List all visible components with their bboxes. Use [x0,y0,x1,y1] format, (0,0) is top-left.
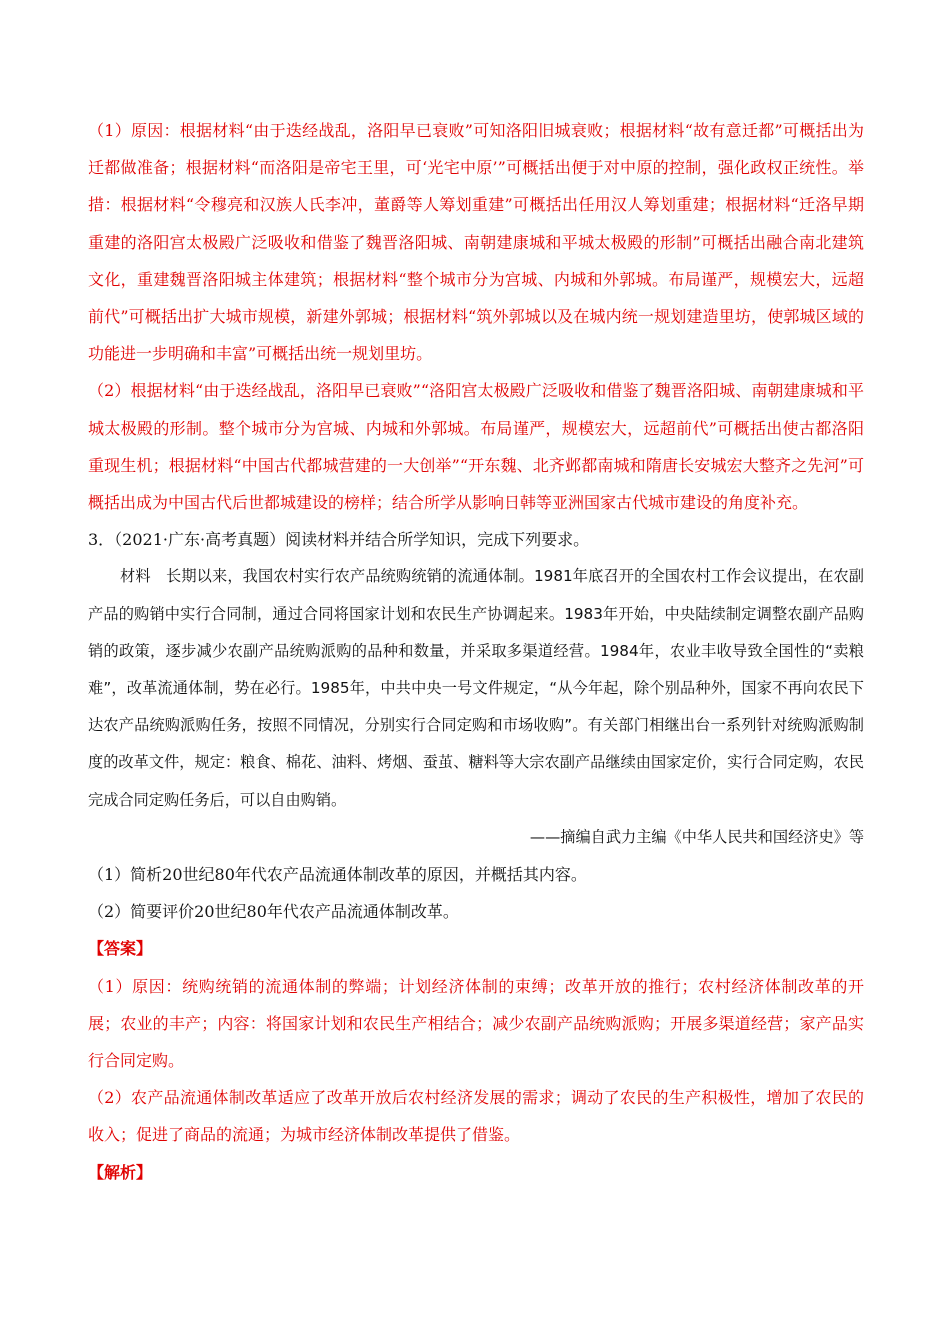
question-3-answer-2: （2）农产品流通体制改革适应了改革开放后农村经济发展的需求；调动了农民的生产积极性，增加了农民的收入；促进了商品的流通；为城市经济体制改革提供了借鉴。 [88,1088,864,1145]
question-3-requirement-1: （1）简析20世纪80年代农产品流通体制改革的原因，并概括其内容。 [88,865,587,885]
document-page [88,112,864,1191]
answer-paragraph-1: （1）原因：根据材料“由于迭经战乱，洛阳早已衰败”可知洛阳旧城衰败；根据材料“故有意迁都”可概括出为迁都做准备；根据材料“而洛阳是帝宅王里，可‘光宅中原’”可概括出便于对中原的控制，强化政权正统性。举措：根据材料“令穆亮和汉族人氏李冲，董爵等人筹划重建”可概括出任用汉人筹划重建；根据材料“迁洛早期重建的洛阳宫太极殿广泛吸收和借鉴了魏晋洛阳城、南朝建康城和平城太极殿的形制”可概括出融合南北建筑文化，重建魏晋洛阳城主体建筑；根据材料“整个城市分为宫城、内城和外郭城。布局谨严，规模宏大，远超前代”可概括出扩大城市规模，新建外郭城；根据材料“筑外郭城以及在城内统一规划建造里坊，使郭城区域的功能进一步明确和丰富”可概括出统一规划里坊。 [88,121,864,364]
question-3-requirement-2: （2）简要评价20世纪80年代农产品流通体制改革。 [88,902,459,922]
answer-paragraph-2: （2）根据材料“由于迭经战乱，洛阳早已衰败”“洛阳宫太极殿广泛吸收和借鉴了魏晋洛阳城、南朝建康城和平城太极殿的形制。整个城市分为宫城、内城和外郭城。布局谨严，规模宏大，远超前代”可概括出使古都洛阳重现生机；根据材料“中国古代都城营建的一大创举”“开东魏、北齐邺都南城和隋唐长安城宏大整齐之先河”可概括出成为中国古代后世都城建设的榜样；结合所学从影响日韩等亚洲国家古代城市建设的角度补充。 [88,381,864,513]
analysis-tag: 【解析】 [88,1162,153,1182]
question-3-header: 3．（2021·广东·高考真题）阅读材料并结合所学知识，完成下列要求。 [88,530,590,550]
material-source: ——摘编自武力主编《中华人民共和国经济史》等 [529,827,864,846]
question-3-answer-1: （1）原因：统购统销的流通体制的弊端；计划经济体制的束缚；改革开放的推行；农村经济体制改革的开展；农业的丰产；内容：将国家计划和农民生产相结合；减少农副产品统购派购；开展多渠道经营；家产品实行合同定购。 [88,976,864,1071]
question-3-material: 材料 长期以来，我国农村实行农产品统购统销的流通体制。1981年底召开的全国农村工作会议提出，在农副产品的购销中实行合同制，通过合同将国家计划和农民生产协调起来。1983年开始，中央陆续制定调整农副产品购销的政策，逐步减少农副产品统购派购的品种和数量，并采取多渠道经营。1984年，农业丰收导致全国性的“卖粮难”，改革流通体制，势在必行。1985年，中共中央一号文件规定，“从今年起，除个别品种外，国家不再向农民下达农产品统购派购任务，按照不同情况，分别实行合同定购和市场收购”。有关部门相继出台一系列针对统购派购制度的改革文件，规定：粮食、棉花、油料、烤烟、蚕茧、糖料等大宗农副产品继续由国家定价，实行合同定购，农民完成合同定购任务后，可以自由购销。 [88,567,864,809]
answer-tag: 【答案】 [88,939,153,959]
